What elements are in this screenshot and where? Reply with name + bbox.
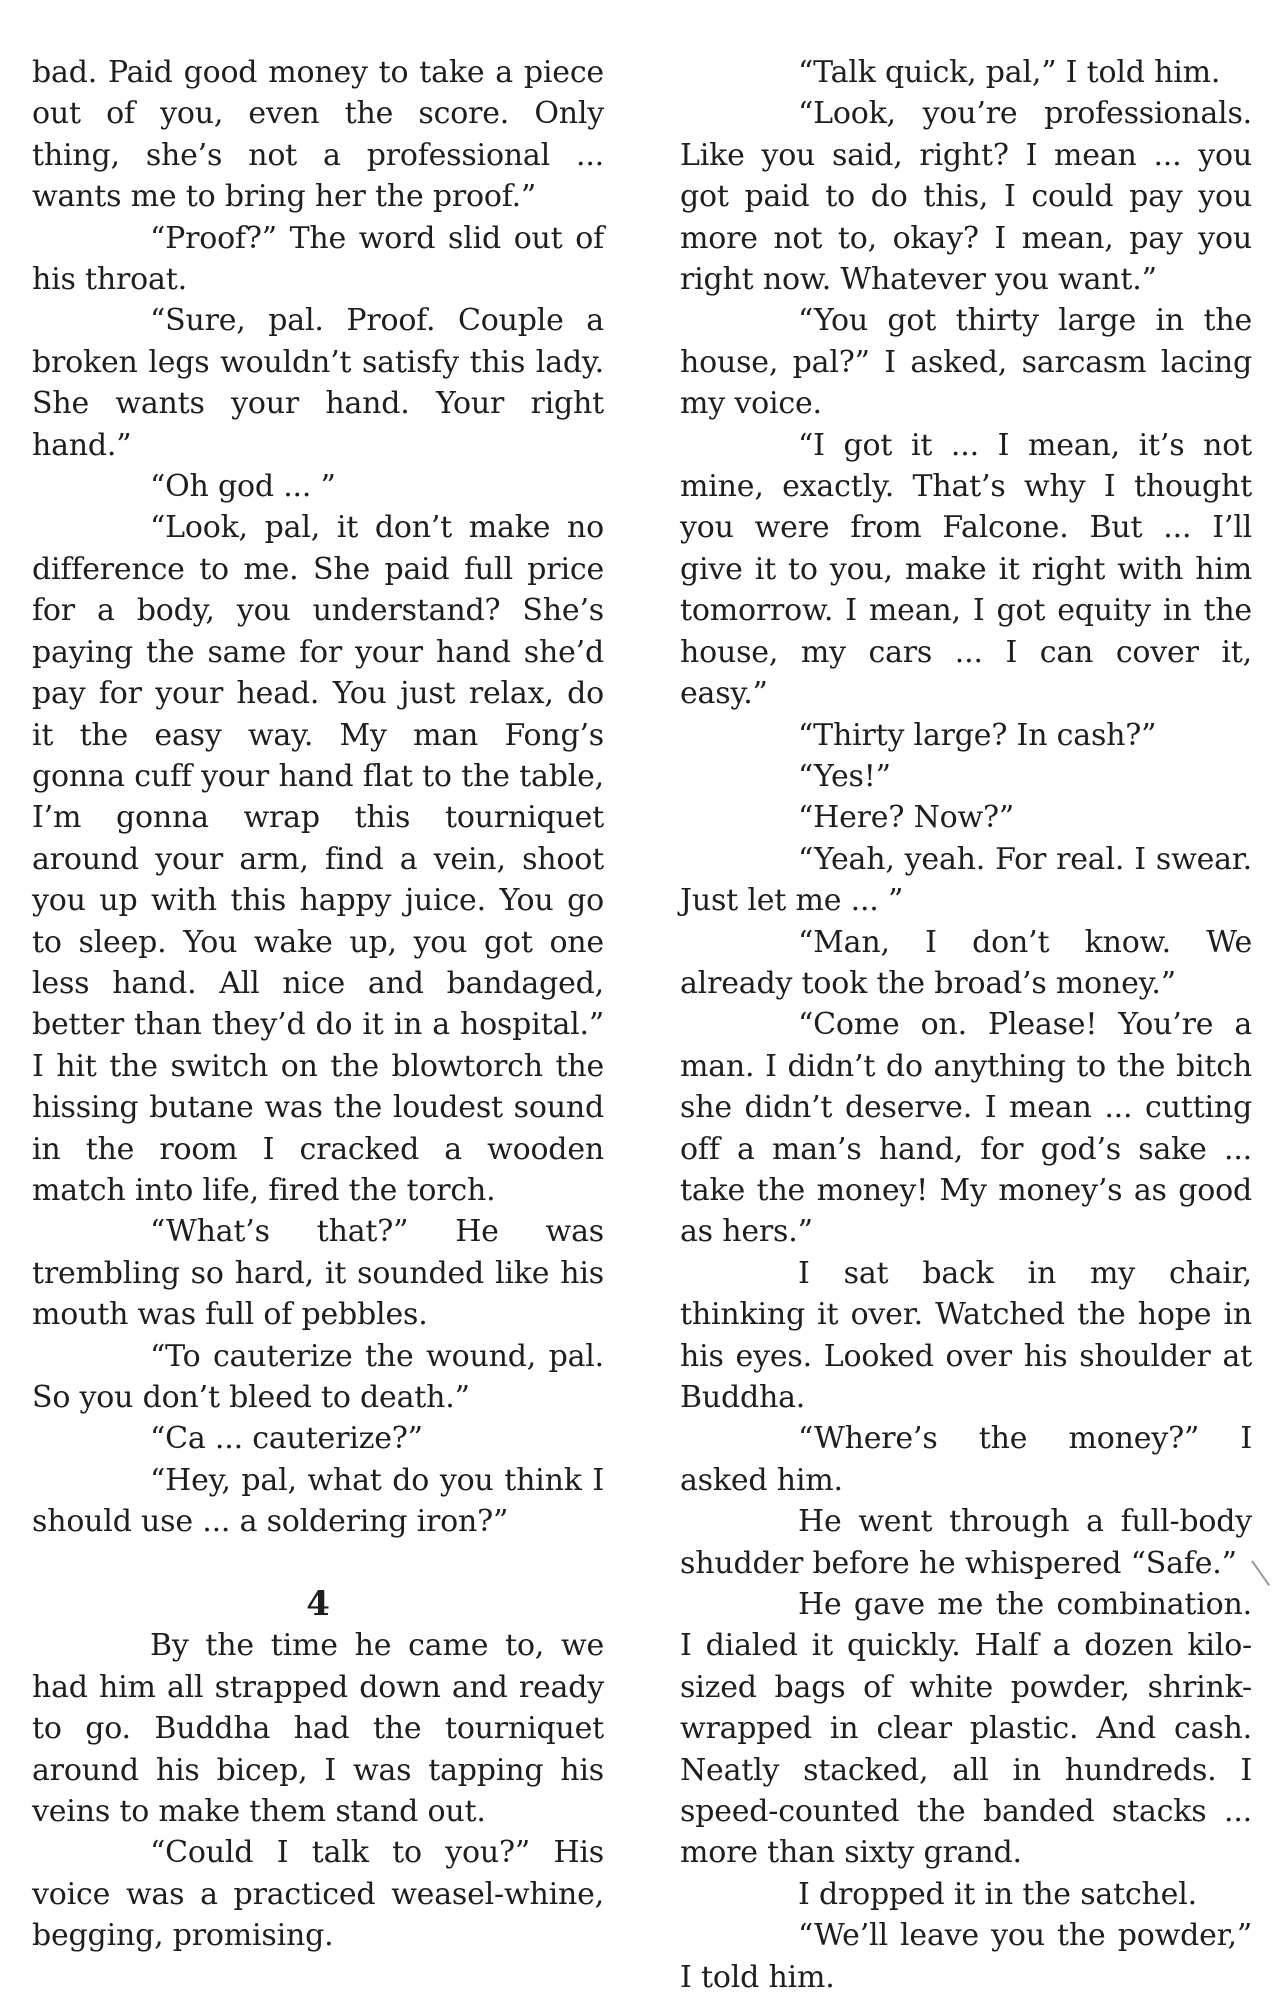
paragraph: “Come on. Please! You’re a man. I didn’t do anything to the bitch she didn’t deserve. I mean ... cutting off a man’s hand, for god’s sake ... take the money! My money’s as good as hers.”: [680, 1007, 1252, 1250]
paragraph: “Could I talk to you?” His voice was a practiced weasel-whine, begging, promising.: [32, 1835, 604, 1954]
paragraph: “What’s that?” He was trembling so hard, it sounded like his mouth was full of pebbles.: [32, 1214, 604, 1333]
paragraph: “Look, pal, it don’t make no difference to me. She paid full price for a body, you understand? She’s paying the same for your hand she’d pay for your head. You just relax, do it the easy way. My man Fong’s gonna cuff your hand flat to the table, I’m gonna wrap this tourniquet around your arm, find a vein, shoot you up with this happy juice. You go to sleep. You wake up, you got one less hand. All nice and bandaged, better than they’d do it in a hospital.” I hit the switch on the blowtorch the hissing butane was the loudest sound in the room I cracked a wooden match into life, fired the torch.: [32, 510, 604, 1208]
paragraph: “Oh god ... ”: [150, 469, 336, 505]
paragraph: “Look, you’re professionals. Like you said, right? I mean ... you got paid to do this, I could pay you more not to, okay? I mean, pay you right now. Whatever you want.”: [680, 96, 1252, 298]
paragraph: “I got it ... I mean, it’s not mine, exactly. That’s why I thought you were from Falcone. But ... I’ll give it to you, make it right with him tomorrow. I mean, I got equity in the house, my cars ... I can cover it, easy.”: [680, 427, 1252, 712]
paragraph: “Hey, pal, what do you think I should use ... a soldering iron?”: [32, 1462, 604, 1540]
paragraph: “Proof?” The word slid out of his throat.: [32, 220, 604, 298]
chapter-number: 4: [306, 1584, 330, 1625]
paragraph: He gave me the combination. I dialed it quickly. Half a dozen kilo-sized bags of white powder, shrink-wrapped in clear plastic. And cash. Neatly stacked, all in hundreds. I speed-counted the banded stacks ... more than sixty grand.: [680, 1587, 1252, 1871]
paragraph: bad. Paid good money to take a piece out of you, even the score. Only thing, she’s not a professional ... wants me to bring her the proof.”: [32, 55, 604, 215]
paragraph: “Thirty large? In cash?”: [798, 717, 1157, 753]
left-column: [32, 52, 604, 1957]
scan-edge-mark: [1251, 1550, 1280, 1586]
paragraph: “To cauterize the wound, pal. So you don’t bleed to death.”: [32, 1338, 604, 1415]
paragraph: “Yes!”: [798, 758, 891, 794]
paragraph: “Here? Now?”: [798, 800, 1014, 836]
paragraph: “We’ll leave you the powder,” I told him.: [680, 1918, 1252, 1995]
paragraph: I dropped it in the satchel.: [798, 1876, 1197, 1912]
paragraph: “Ca ... cauterize?”: [150, 1421, 423, 1457]
paragraph: “You got thirty large in the house, pal?” I asked, sarcasm lacing my voice.: [680, 303, 1252, 422]
right-column: [680, 52, 1252, 1998]
paragraph: “Man, I don’t know. We already took the broad’s money.”: [680, 924, 1252, 1001]
paragraph: “Talk quick, pal,” I told him.: [798, 55, 1221, 90]
paragraph: I sat back in my chair, thinking it over. Watched the hope in his eyes. Looked over his shoulder at Buddha.: [680, 1255, 1252, 1415]
paragraph: “Sure, pal. Proof. Couple a broken legs wouldn’t satisfy this lady. She wants your hand. Your right hand.”: [32, 303, 604, 463]
paragraph: By the time he came to, we had him all strapped down and ready to go. Buddha had the tourniquet around his bicep, I was tapping his veins to make them stand out.: [32, 1628, 604, 1830]
paragraph: “Where’s the money?” I asked him.: [680, 1421, 1252, 1498]
paragraph: He went through a full-body shudder before he whispered “Safe.”: [680, 1504, 1252, 1581]
paragraph: “Yeah, yeah. For real. I swear. Just let me ... ”: [680, 841, 1252, 919]
